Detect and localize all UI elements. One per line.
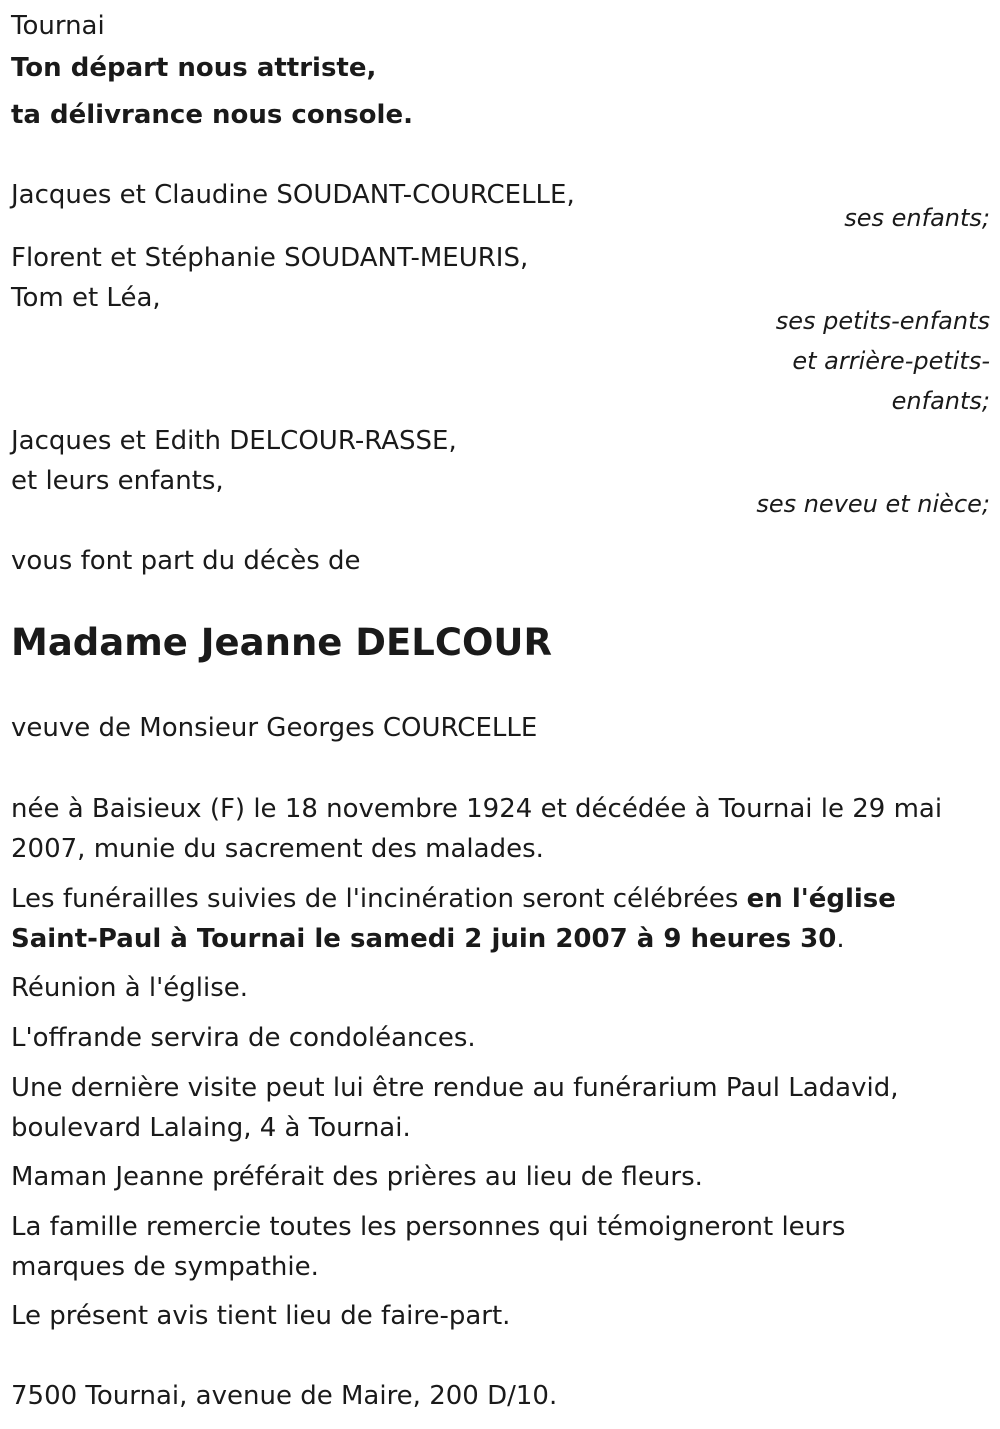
prayers-text: Maman Jeanne préférait des prières au lieu de fleurs. <box>11 1162 703 1192</box>
birth-death-line-2: 2007, munie du sacrement des malades. <box>11 834 544 864</box>
nephew-role: ses neveu et nièce; <box>756 490 990 518</box>
visit-line-1: Une dernière visite peut lui être rendue au funérarium Paul Ladavid, <box>11 1073 899 1103</box>
thanks-line-2: marques de sympathie. <box>11 1252 319 1282</box>
visit-line-2: boulevard Lalaing, 4 à Tournai. <box>11 1113 411 1143</box>
notice-text: Le présent avis tient lieu de faire-part. <box>11 1301 511 1331</box>
nephew-line-1: Jacques et Edith DELCOUR-RASSE, <box>11 426 457 456</box>
funeral-line-2 <box>11 919 845 959</box>
birth-death-line-1: née à Baisieux (F) le 18 novembre 1924 et décédée à Tournai le 29 mai <box>11 794 943 824</box>
deceased-name: Madame Jeanne DELCOUR <box>11 621 552 664</box>
thanks-line-1: La famille remercie toutes les personnes qui témoigneront leurs <box>11 1212 846 1242</box>
grandchildren-line-2: Tom et Léa, <box>11 283 161 313</box>
verse-line-1: Ton départ nous attriste, <box>11 53 377 83</box>
funeral-bold-1: en l'église <box>746 884 896 914</box>
grandchildren-role-1: ses petits-enfants <box>775 307 990 335</box>
address: 7500 Tournai, avenue de Maire, 200 D/10. <box>11 1381 558 1411</box>
announcement-intro: vous font part du décès de <box>11 546 361 576</box>
children-role: ses enfants; <box>844 204 990 232</box>
verse-line-2: ta délivrance nous console. <box>11 100 413 130</box>
funeral-bold-2: Saint-Paul à Tournai le samedi 2 juin 2007 à 9 heures 30 <box>11 924 837 954</box>
funeral-prefix: Les funérailles suivies de l'incinération seront célébrées <box>11 884 747 914</box>
offering-text: L'offrande servira de condoléances. <box>11 1023 476 1053</box>
funeral-suffix: . <box>836 924 845 954</box>
header-city: Tournai <box>11 11 105 41</box>
meeting-text: Réunion à l'église. <box>11 973 249 1003</box>
grandchildren-line-1: Florent et Stéphanie SOUDANT-MEURIS, <box>11 243 529 273</box>
children-line: Jacques et Claudine SOUDANT-COURCELLE, <box>11 180 575 210</box>
grandchildren-role-3: enfants; <box>891 387 990 415</box>
nephew-line-2: et leurs enfants, <box>11 466 224 496</box>
funeral-line-1 <box>11 879 896 919</box>
grandchildren-role-2: et arrière-petits- <box>792 347 990 375</box>
widow-of: veuve de Monsieur Georges COURCELLE <box>11 713 538 743</box>
